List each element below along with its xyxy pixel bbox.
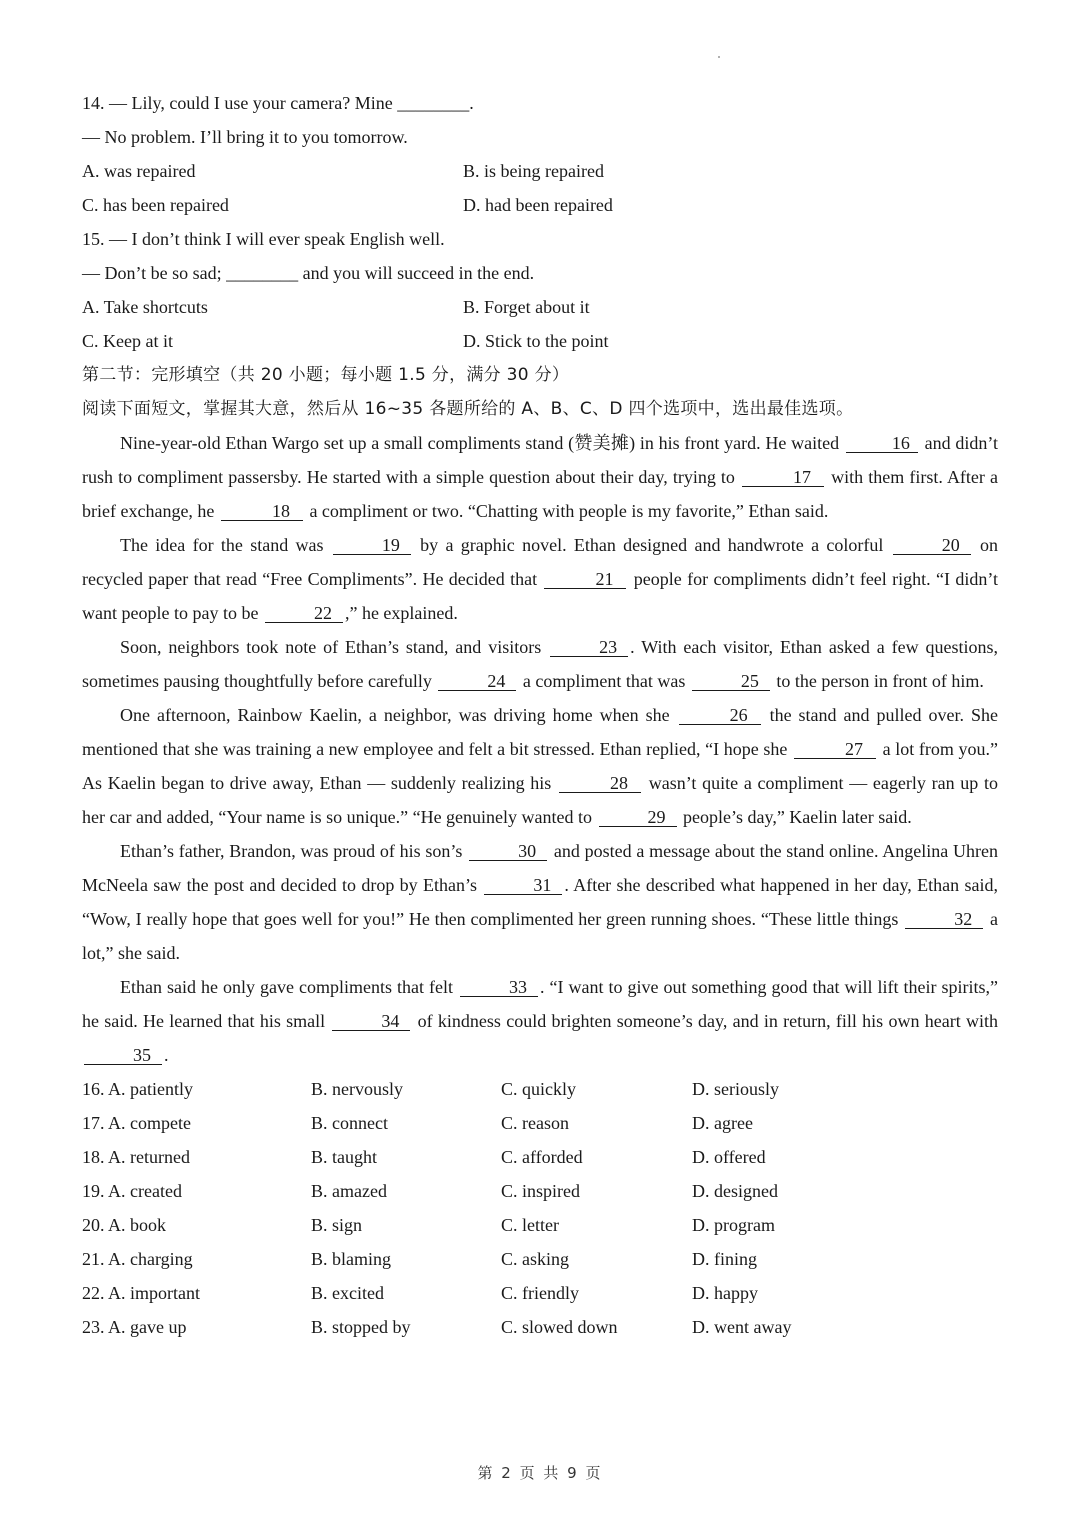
blank-35[interactable]: 35 [84,1046,162,1065]
choice-a[interactable]: 17. A. compete [82,1113,191,1133]
choice-row-20 [82,1208,998,1242]
choice-d[interactable]: D. seriously [692,1079,779,1099]
choice-b[interactable]: B. stopped by [311,1317,411,1337]
option-c[interactable]: C. has been repaired [82,195,229,215]
choice-row-19 [82,1174,998,1208]
choice-d[interactable]: D. agree [692,1113,753,1133]
passage-paragraph-3: Soon, neighbors took note of Ethan’s stand, and visitors 23 . With each visitor, Ethan asked a few questions, sometimes pausing thoughtfully before carefully 24 a compliment that was 25 to the person in front of him. [82,637,999,691]
blank-19[interactable]: 19 [333,536,411,555]
choice-d[interactable]: D. designed [692,1181,778,1201]
choice-a[interactable]: 22. A. important [82,1283,200,1303]
option-d[interactable]: D. had been repaired [463,195,613,215]
question-stem: 14. — Lily, could I use your camera? Mine ________. [82,93,474,113]
passage-paragraph-1: Nine-year-old Ethan Wargo set up a small compliments stand (赞美摊) in his front yard. He waited 16 and didn’t rush to compliment passersby. He started with a simple question about their day, trying to 17 with them first. After a brief exchange, he 18 a compliment or two. “Chatting with people is my favorite,” Ethan said. [82,433,999,521]
choice-c[interactable]: C. slowed down [501,1317,618,1337]
blank-28[interactable]: 28 [559,774,641,793]
question-14 [82,86,998,222]
choice-a[interactable]: 23. A. gave up [82,1317,187,1337]
blank-23[interactable]: 23 [550,638,628,657]
choice-b[interactable]: B. amazed [311,1181,387,1201]
section-title: 第二节：完形填空（共 20 小题；每小题 1.5 分，满分 30 分） [82,365,570,385]
choice-c[interactable]: C. inspired [501,1181,580,1201]
choice-a[interactable]: 19. A. created [82,1181,182,1201]
question-15 [82,222,998,358]
exam-page-content [82,86,998,1344]
choice-row-21 [82,1242,998,1276]
choice-a[interactable]: 20. A. book [82,1215,167,1235]
choice-a[interactable]: 18. A. returned [82,1147,190,1167]
passage-paragraph-6: Ethan said he only gave compliments that felt 33 . “I want to give out something good that will lift their spirits,” he said. He learned that his small 34 of kindness could brighten someone’s day, and in return, fill his own heart with 35 . [82,977,999,1065]
option-d[interactable]: D. Stick to the point [463,331,609,351]
blank-25[interactable]: 25 [692,672,770,691]
choice-row-18 [82,1140,998,1174]
choice-a[interactable]: 16. A. patiently [82,1079,193,1099]
choice-c[interactable]: C. friendly [501,1283,579,1303]
blank-33[interactable]: 33 [460,978,538,997]
scan-dot [718,56,720,58]
choice-c[interactable]: C. quickly [501,1079,576,1099]
choice-d[interactable]: D. went away [692,1317,792,1337]
choice-d[interactable]: D. offered [692,1147,766,1167]
choice-row-16 [82,1072,998,1106]
blank-31[interactable]: 31 [484,876,562,895]
choice-b[interactable]: B. connect [311,1113,388,1133]
choice-b[interactable]: B. taught [311,1147,377,1167]
passage-paragraph-5: Ethan’s father, Brandon, was proud of his son’s 30 and posted a message about the stand online. Angelina Uhren McNeela saw the post and decided to drop by Ethan’s 31 . After she described what happened in her day, Ethan said, “Wow, I really hope that goes well for you!” He then complimented her green running shoes. “These little things 32 a lot,” she said. [82,841,998,963]
blank-27[interactable]: 27 [794,740,876,759]
passage-paragraph-2: The idea for the stand was 19 by a graphic novel. Ethan designed and handwrote a colorful 20 on recycled paper that read “Free Compliments”. He decided that 21 people for compliments didn’t feel right. “I didn’t want people to pay to be 22 ,” he explained. [82,535,999,623]
blank-24[interactable]: 24 [438,672,516,691]
choice-d[interactable]: D. fining [692,1249,757,1269]
choices-list [82,1072,998,1344]
option-a[interactable]: A. was repaired [82,161,196,181]
section-instruction: 阅读下面短文，掌握其大意，然后从 16~35 各题所给的 A、B、C、D 四个选项中，选出最佳选项。 [82,399,854,419]
question-stem: 15. — I don’t think I will ever speak English well. [82,229,445,249]
choice-row-22 [82,1276,998,1310]
blank-26[interactable]: 26 [679,706,761,725]
choice-row-23 [82,1310,998,1344]
option-b[interactable]: B. is being repaired [463,161,604,181]
blank-18[interactable]: 18 [221,502,303,521]
choice-c[interactable]: C. afforded [501,1147,583,1167]
blank-17[interactable]: 17 [742,468,824,487]
choice-c[interactable]: C. reason [501,1113,569,1133]
page-number: 第 2 页 共 9 页 [477,1464,603,1482]
blank-21[interactable]: 21 [544,570,626,589]
option-a[interactable]: A. Take shortcuts [82,297,208,317]
question-reply: — Don’t be so sad; ________ and you will succeed in the end. [82,263,535,283]
question-reply: — No problem. I’ll bring it to you tomorrow. [82,127,408,147]
choice-b[interactable]: B. blaming [311,1249,391,1269]
blank-30[interactable]: 30 [469,842,547,861]
choice-c[interactable]: C. letter [501,1215,559,1235]
choice-a[interactable]: 21. A. charging [82,1249,193,1269]
blank-34[interactable]: 34 [332,1012,410,1031]
option-b[interactable]: B. Forget about it [463,297,590,317]
blank-29[interactable]: 29 [599,808,677,827]
choice-b[interactable]: B. nervously [311,1079,403,1099]
option-c[interactable]: C. Keep at it [82,331,173,351]
choice-d[interactable]: D. program [692,1215,775,1235]
blank-22[interactable]: 22 [265,604,343,623]
passage-paragraph-4: One afternoon, Rainbow Kaelin, a neighbor, was driving home when she 26 the stand and pulled over. She mentioned that she was training a new employee and felt a bit stressed. Ethan replied, “I hope she 27 a lot from you.” As Kaelin began to drive away, Ethan — suddenly realizing his 28 wasn’t quite a compliment — eagerly ran up to her car and added, “Your name is so unique.” “He genuinely wanted to 29 people’s day,” Kaelin later said. [82,705,998,827]
choice-c[interactable]: C. asking [501,1249,570,1269]
blank-16[interactable]: 16 [846,434,918,453]
choice-row-17 [82,1106,998,1140]
blank-20[interactable]: 20 [893,536,971,555]
choice-b[interactable]: B. sign [311,1215,363,1235]
blank-32[interactable]: 32 [905,910,983,929]
choice-b[interactable]: B. excited [311,1283,384,1303]
choice-d[interactable]: D. happy [692,1283,758,1303]
